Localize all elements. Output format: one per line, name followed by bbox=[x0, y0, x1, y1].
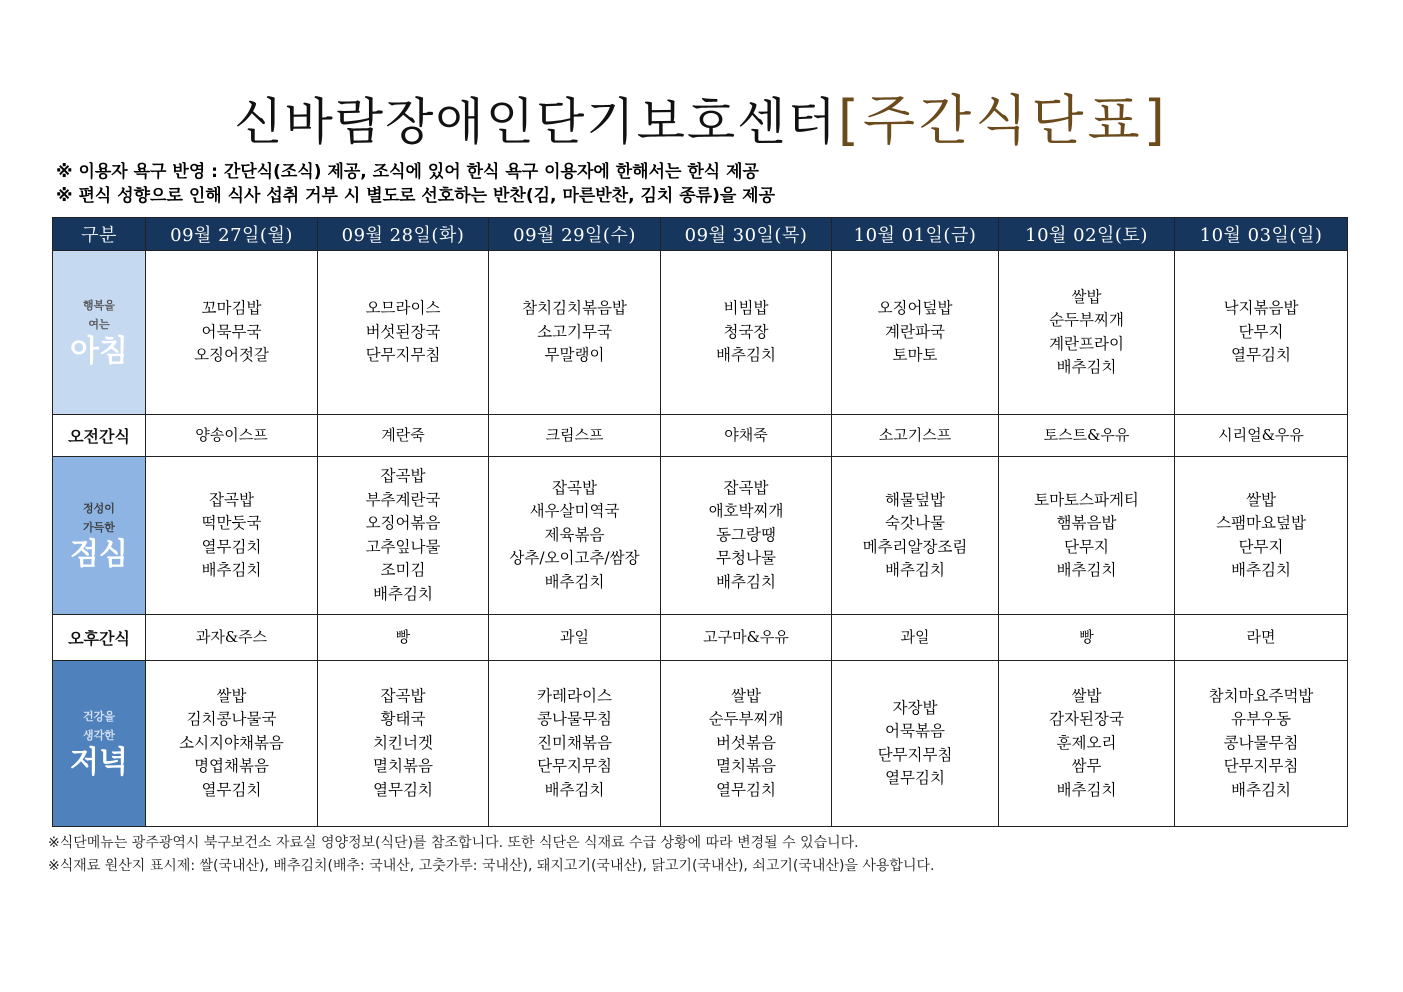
snack-cell: 고구마&우유 bbox=[661, 615, 832, 661]
menu-item: 꼬마김밥 bbox=[201, 299, 262, 318]
menu-item: 잡곡밥 bbox=[209, 490, 254, 509]
menu-item: 카레라이스 bbox=[537, 686, 612, 705]
menu-item: 배추김치 bbox=[544, 572, 605, 591]
menu-item: 메추리알장조림 bbox=[862, 537, 968, 556]
menu-item: 쌀밥 bbox=[216, 686, 247, 705]
notice-line: ※ 편식 성향으로 인해 식사 섭취 거부 시 별도로 선호하는 반찬(김, 마른반찬, 김치 종류)을 제공 bbox=[56, 186, 776, 206]
menu-item: 배추김치 bbox=[885, 561, 945, 579]
footnote-line: ※식단메뉴는 광주광역시 북구보건소 자료실 영양정보(식단)를 참조합니다. 또한 식단은 식재료 수급 상황에 따라 변경될 수 있습니다. bbox=[48, 835, 859, 851]
menu-cell bbox=[832, 457, 999, 615]
menu-cell bbox=[661, 251, 832, 415]
menu-item: 새우살미역국 bbox=[529, 502, 620, 521]
day-header: 09월 30일(목) bbox=[661, 218, 832, 251]
menu-cell bbox=[146, 457, 318, 615]
menu-item: 명엽채볶음 bbox=[194, 757, 269, 776]
lunch-sub-label: 정성이 bbox=[83, 501, 115, 515]
menu-item: 단무지 bbox=[1238, 322, 1284, 341]
day-header: 10월 01일(금) bbox=[832, 218, 999, 251]
menu-item: 고추잎나물 bbox=[365, 537, 441, 556]
menu-item: 배추김치 bbox=[373, 584, 433, 603]
menu-item: 진미채볶음 bbox=[537, 733, 612, 752]
menu-item: 낙지볶음밥 bbox=[1223, 299, 1299, 318]
menu-item: 동그랑땡 bbox=[716, 525, 776, 544]
menu-item: 콩나물무침 bbox=[1223, 733, 1299, 752]
menu-item: 숙갓나물 bbox=[885, 514, 945, 532]
menu-item: 쌀밥 bbox=[1071, 287, 1102, 306]
menu-title-bracket: [주간식단표] bbox=[837, 89, 1169, 152]
menu-item: 버섯볶음 bbox=[716, 733, 776, 752]
menu-item: 계란프라이 bbox=[1049, 334, 1124, 353]
menu-item: 부추계란국 bbox=[365, 490, 441, 509]
dinner-row bbox=[53, 661, 1348, 827]
menu-item: 햄볶음밥 bbox=[1056, 514, 1117, 532]
snack-cell: 과일 bbox=[832, 615, 999, 661]
menu-item: 조미김 bbox=[380, 561, 426, 579]
menu-item: 멸치볶음 bbox=[373, 757, 433, 776]
menu-cell bbox=[661, 457, 832, 615]
menu-item: 훈제오리 bbox=[1056, 733, 1117, 752]
menu-item: 쌀밥 bbox=[1071, 686, 1102, 705]
page-title bbox=[0, 78, 1403, 155]
menu-item: 어묵무국 bbox=[201, 322, 262, 341]
menu-item: 어묵볶음 bbox=[885, 722, 945, 740]
center-name: 신바람장애인단기보호센터 bbox=[234, 93, 838, 151]
snack-cell: 과자&주스 bbox=[146, 615, 318, 661]
snack-cell: 빵 bbox=[318, 615, 489, 661]
dinner-title: 저녁 bbox=[70, 744, 128, 780]
breakfast-label bbox=[53, 251, 146, 415]
breakfast-title: 아침 bbox=[70, 333, 128, 369]
menu-item: 단무지무침 bbox=[537, 757, 612, 776]
menu-item: 배추김치 bbox=[716, 346, 776, 365]
snack-cell: 과일 bbox=[489, 615, 661, 661]
menu-item: 단무지무침 bbox=[1223, 757, 1299, 776]
snack-cell: 라면 bbox=[1175, 615, 1348, 661]
menu-cell bbox=[489, 251, 661, 415]
header-row bbox=[53, 218, 1348, 251]
menu-item: 배추김치 bbox=[201, 561, 262, 579]
menu-cell bbox=[1175, 457, 1348, 615]
menu-item: 배추김치 bbox=[1056, 358, 1117, 376]
menu-item: 소고기무국 bbox=[537, 322, 612, 341]
notice-list bbox=[56, 160, 775, 208]
afternoon-snack-label: 오후간식 bbox=[53, 615, 146, 661]
menu-item: 열무김치 bbox=[1231, 346, 1291, 365]
menu-item: 소시지야채볶음 bbox=[179, 733, 284, 752]
snack-cell: 빵 bbox=[999, 615, 1175, 661]
morning-snack-row bbox=[53, 415, 1348, 457]
menu-item: 참치김치볶음밥 bbox=[522, 299, 627, 318]
lunch-title: 점심 bbox=[70, 536, 128, 572]
snack-cell: 시리얼&우유 bbox=[1175, 415, 1348, 457]
menu-cell bbox=[489, 661, 661, 827]
menu-item: 열무김치 bbox=[885, 769, 945, 787]
menu-item: 배추김치 bbox=[716, 572, 776, 591]
menu-item: 잡곡밥 bbox=[380, 686, 426, 705]
breakfast-row bbox=[53, 251, 1348, 415]
menu-item: 감자된장국 bbox=[1049, 710, 1124, 729]
menu-item: 쌈무 bbox=[1071, 757, 1102, 776]
menu-cell bbox=[832, 661, 999, 827]
menu-item: 열무김치 bbox=[716, 780, 776, 799]
menu-item: 잡곡밥 bbox=[723, 478, 769, 497]
footnotes bbox=[48, 832, 934, 878]
menu-item: 치킨너겟 bbox=[373, 733, 433, 752]
menu-cell bbox=[146, 251, 318, 415]
menu-item: 오징어젓갈 bbox=[194, 346, 269, 365]
breakfast-sub-label: 행복을 bbox=[83, 298, 115, 312]
menu-item: 참치마요주먹밥 bbox=[1208, 686, 1314, 705]
menu-item: 오므라이스 bbox=[365, 299, 441, 318]
menu-item: 단무지 bbox=[1238, 537, 1284, 556]
afternoon-snack-row bbox=[53, 615, 1348, 661]
menu-item: 김치콩나물국 bbox=[186, 710, 277, 729]
menu-cell bbox=[661, 661, 832, 827]
snack-cell: 야채죽 bbox=[661, 415, 832, 457]
snack-cell: 계란죽 bbox=[318, 415, 489, 457]
snack-cell: 토스트&우유 bbox=[999, 415, 1175, 457]
menu-item: 계란파국 bbox=[885, 322, 945, 341]
day-header: 10월 03일(일) bbox=[1175, 218, 1348, 251]
menu-item: 열무김치 bbox=[201, 537, 262, 556]
menu-item: 순두부찌개 bbox=[708, 710, 784, 729]
category-header: 구분 bbox=[53, 218, 146, 251]
menu-item: 열무김치 bbox=[373, 780, 433, 799]
lunch-row bbox=[53, 457, 1348, 615]
morning-snack-label: 오전간식 bbox=[53, 415, 146, 457]
menu-item: 배추김치 bbox=[544, 780, 605, 799]
menu-item: 자장밥 bbox=[892, 698, 938, 717]
menu-item: 토마토스파게티 bbox=[1034, 490, 1139, 509]
lunch-sub-label: 가득한 bbox=[83, 520, 115, 534]
menu-item: 무청나물 bbox=[716, 549, 776, 568]
menu-item: 단무지 bbox=[1064, 537, 1109, 556]
menu-cell bbox=[832, 251, 999, 415]
menu-cell bbox=[1175, 251, 1348, 415]
menu-item: 배추김치 bbox=[1056, 561, 1117, 579]
menu-item: 토마토 bbox=[892, 346, 938, 365]
menu-item: 상추/오이고추/쌈장 bbox=[509, 549, 640, 568]
menu-item: 배추김치 bbox=[1056, 780, 1117, 799]
menu-item: 애호박찌개 bbox=[708, 502, 784, 521]
menu-item: 오징어덮밥 bbox=[877, 299, 953, 318]
day-header: 09월 27일(월) bbox=[146, 218, 318, 251]
menu-cell bbox=[318, 661, 489, 827]
menu-item: 오징어볶음 bbox=[365, 514, 441, 532]
menu-item: 쌀밥 bbox=[731, 686, 761, 705]
menu-item: 배추김치 bbox=[1231, 780, 1291, 799]
menu-cell bbox=[1175, 661, 1348, 827]
snack-cell: 소고기스프 bbox=[832, 415, 999, 457]
menu-item: 순두부찌개 bbox=[1049, 311, 1124, 329]
menu-item: 쌀밥 bbox=[1246, 490, 1276, 509]
weekly-menu-table bbox=[52, 217, 1348, 827]
menu-cell bbox=[489, 457, 661, 615]
day-header: 09월 28일(화) bbox=[318, 218, 489, 251]
snack-cell: 크림스프 bbox=[489, 415, 661, 457]
menu-item: 단무지무침 bbox=[877, 745, 953, 764]
day-header: 09월 29일(수) bbox=[489, 218, 661, 251]
menu-item: 청국장 bbox=[723, 322, 769, 341]
menu-cell bbox=[146, 661, 318, 827]
menu-cell bbox=[318, 457, 489, 615]
menu-item: 콩나물무침 bbox=[537, 710, 612, 729]
menu-item: 단무지무침 bbox=[365, 346, 441, 365]
menu-item: 제육볶음 bbox=[544, 525, 605, 544]
menu-cell bbox=[999, 251, 1175, 415]
dinner-label bbox=[53, 661, 146, 827]
day-header: 10월 02일(토) bbox=[999, 218, 1175, 251]
menu-item: 스팸마요덮밥 bbox=[1216, 514, 1306, 532]
lunch-label bbox=[53, 457, 146, 615]
notice-line: ※ 이용자 욕구 반영 : 간단식(조식) 제공, 조식에 있어 한식 욕구 이용자에 한해서는 한식 제공 bbox=[56, 162, 759, 182]
menu-item: 멸치볶음 bbox=[716, 757, 776, 776]
snack-cell: 양송이스프 bbox=[146, 415, 318, 457]
menu-item: 해물덮밥 bbox=[885, 490, 945, 509]
menu-cell bbox=[999, 457, 1175, 615]
menu-cell bbox=[318, 251, 489, 415]
menu-item: 비빔밥 bbox=[723, 299, 769, 318]
footnote-line: ※식재료 원산지 표시제: 쌀(국내산), 배추김치(배추: 국내산, 고춧가루: 국내산), 돼지고기(국내산), 닭고기(국내산), 쇠고기(국내산)을 사용합니다. bbox=[48, 858, 935, 874]
menu-item: 배추김치 bbox=[1231, 561, 1291, 579]
dinner-sub-label: 건강을 bbox=[83, 709, 115, 723]
menu-item: 버섯된장국 bbox=[365, 322, 441, 341]
menu-item: 열무김치 bbox=[201, 780, 262, 799]
menu-cell bbox=[999, 661, 1175, 827]
menu-item: 무말랭이 bbox=[544, 346, 605, 365]
menu-item: 유부우동 bbox=[1231, 710, 1291, 729]
menu-item: 황태국 bbox=[380, 710, 426, 729]
menu-item: 잡곡밥 bbox=[380, 467, 426, 485]
menu-item: 떡만둣국 bbox=[201, 514, 262, 532]
dinner-sub-label: 생각한 bbox=[83, 728, 115, 742]
menu-item: 잡곡밥 bbox=[552, 478, 597, 497]
breakfast-sub-label: 여는 bbox=[88, 317, 110, 331]
